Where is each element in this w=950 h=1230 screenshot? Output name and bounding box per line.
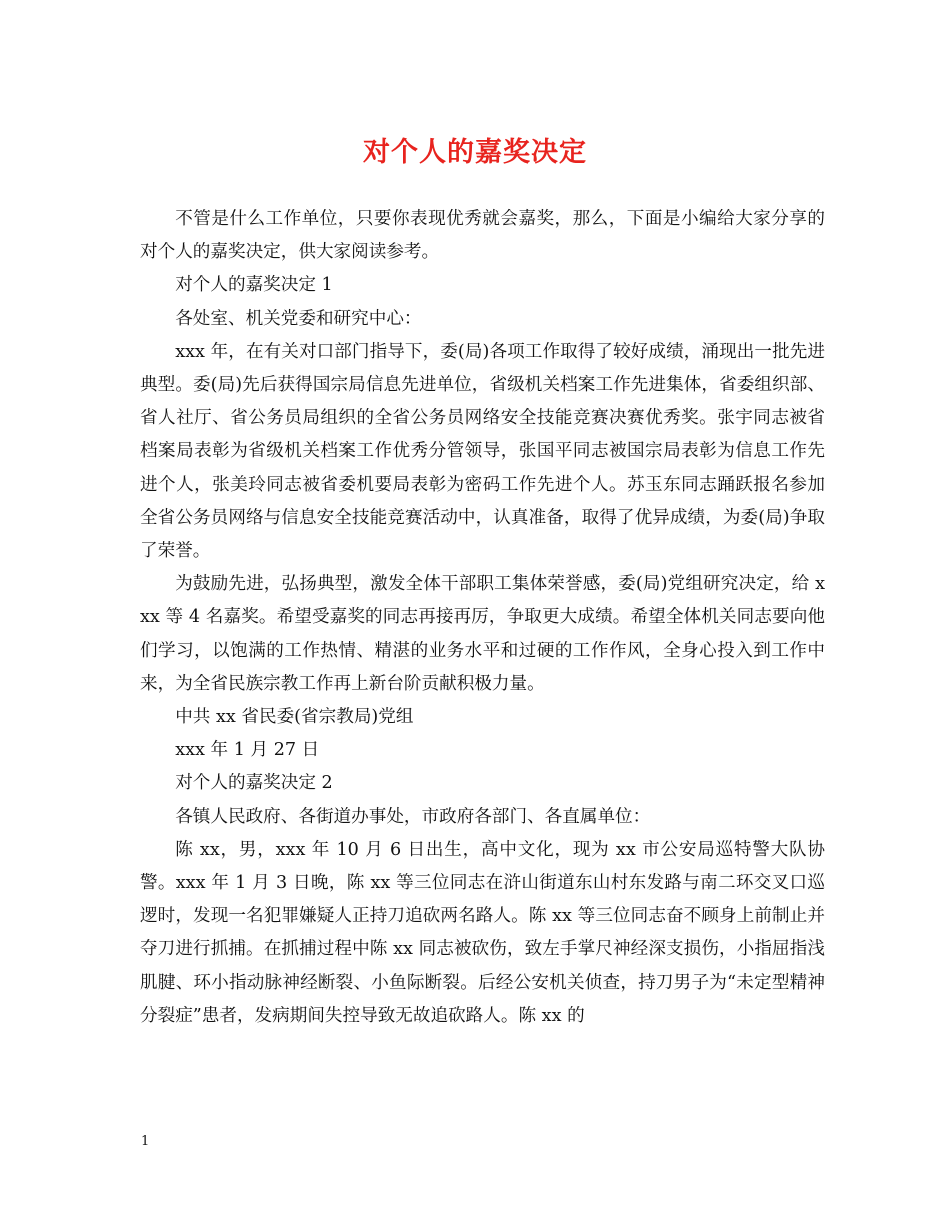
signature-org: 中共 xx 省民委(省宗教局)党组 [175, 707, 414, 728]
salutation-2: 各镇人民政府、各街道办事处，市政府各部门、各直属单位： [175, 806, 651, 827]
intro-paragraph: 不管是什么工作单位，只要你表现优秀就会嘉奖，那么，下面是小编给大家分享的对个人的嘉奖决定，供大家阅读参考。 [140, 209, 825, 263]
section-heading-1: 对个人的嘉奖决定 1 [175, 275, 333, 296]
section-heading-2: 对个人的嘉奖决定 2 [175, 773, 333, 794]
body-paragraph: 为鼓励先进，弘扬典型，激发全体干部职工集体荣誉感，委(局)党组研究决定，给 xxx 等 4 名嘉奖。希望受嘉奖的同志再接再厉，争取更大成绩。希望全体机关同志要向他们学习，以饱满的工作热情、精湛的业务水平和过硬的工作作风，全身心投入到工作中来，为全省民族宗教工作再上新台阶贡献积极力量。 [140, 574, 825, 694]
body-paragraph: xxx 年，在有关对口部门指导下，委(局)各项工作取得了较好成绩，涌现出一批先进典型。委(局)先后获得国宗局信息先进单位，省级机关档案工作先进集体，省委组织部、省人社厅、省公务员局组织的全省公务员网络安全技能竞赛决赛优秀奖。张宇同志被省档案局表彰为省级机关档案工作优秀分管领导，张国平同志被国宗局表彰为信息工作先进个人，张美玲同志被省委机要局表彰为密码工作先进个人。苏玉东同志踊跃报名参加全省公务员网络与信息安全技能竞赛活动中，认真准备，取得了优异成绩，为委(局)争取了荣誉。 [140, 341, 825, 562]
document-body [140, 203, 825, 1033]
body-paragraph: 陈 xx，男，xxx 年 10 月 6 日出生，高中文化，现为 xx 市公安局巡特警大队协警。xxx 年 1 月 3 日晚，陈 xx 等三位同志在浒山街道东山村东发路与南二环交叉口巡逻时，发现一名犯罪嫌疑人正持刀追砍两名路人。陈 xx 等三位同志奋不顾身上前制止并夺刀进行抓捕。在抓捕过程中陈 xx 同志被砍伤，致左手掌尺神经深支损伤，小指屈指浅肌腱、环小指动脉神经断裂、小鱼际断裂。后经公安机关侦查，持刀男子为“未定型精神分裂症”患者，发病期间失控导致无故追砍路人。陈 xx 的 [140, 839, 825, 1026]
document-title: 对个人的嘉奖决定 [363, 137, 587, 168]
page-number: 1 [141, 1134, 150, 1149]
signature-date: xxx 年 1 月 27 日 [175, 740, 320, 761]
salutation-1: 各处室、机关党委和研究中心： [175, 308, 422, 329]
